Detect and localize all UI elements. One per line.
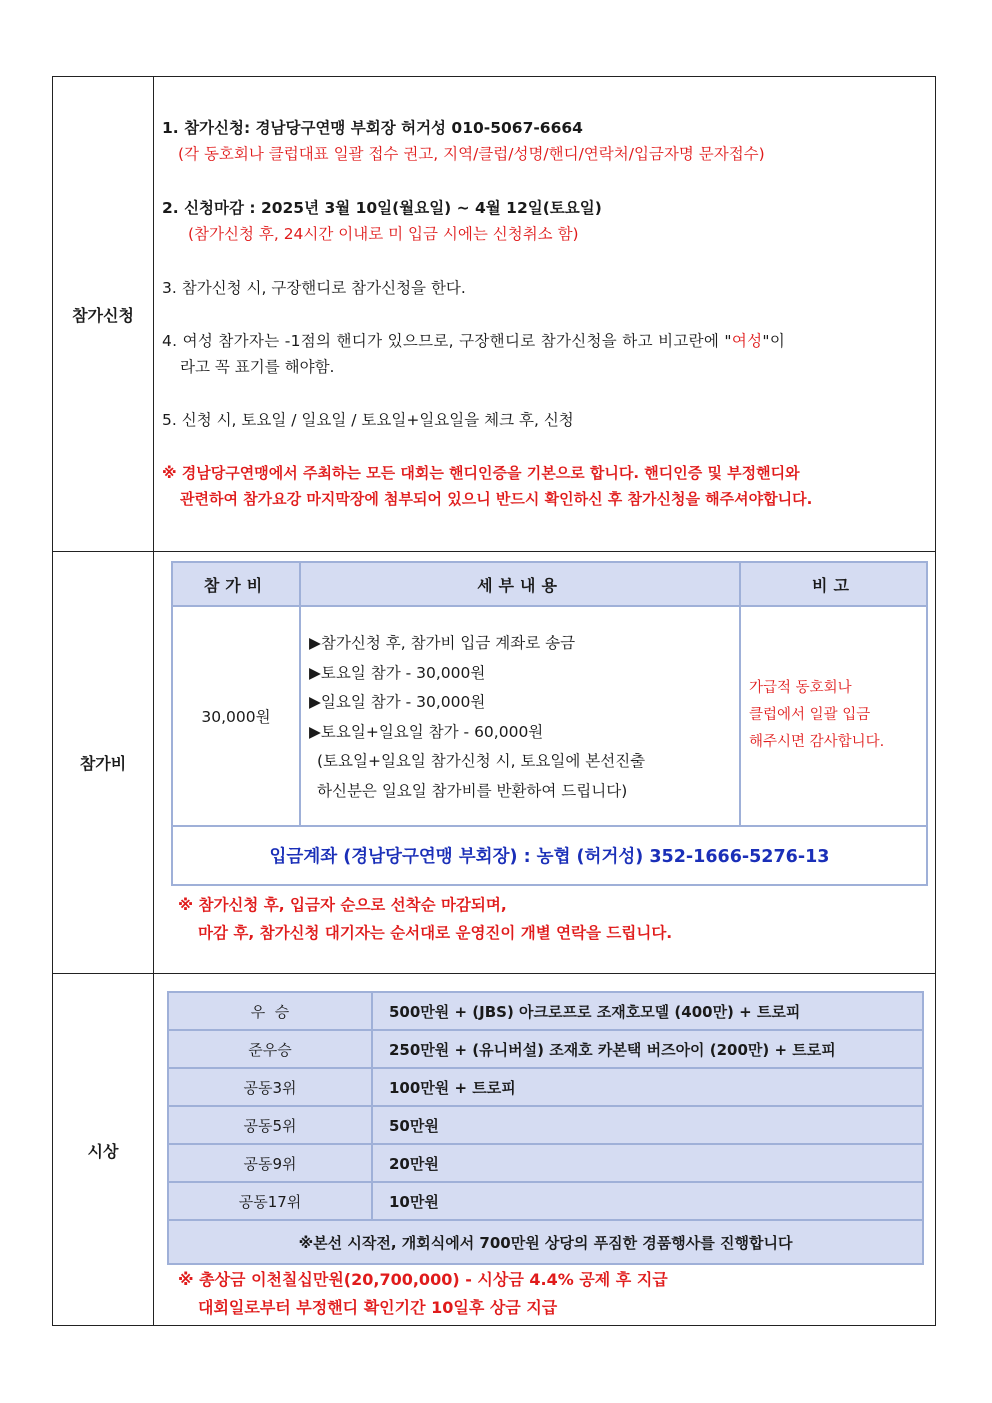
fee-header-details: 세부내용 bbox=[301, 563, 741, 607]
registration-label: 참가신청 bbox=[53, 77, 154, 551]
fee-detail-line: ▶참가신청 후, 참가비 입금 계좌로 송금 bbox=[309, 634, 576, 652]
fee-remark bbox=[741, 607, 926, 827]
registration-item-1-note: (각 동호회나 클럽대표 일괄 접수 권고, 지역/클럽/성명/핸디/연락처/입금자명 문자접수) bbox=[178, 145, 765, 163]
registration-item-3: 3. 참가신청 시, 구장핸디로 참가신청을 한다. bbox=[162, 279, 466, 297]
item-4-highlight: 여성 bbox=[731, 332, 763, 350]
award-row bbox=[169, 993, 922, 1031]
registration-notice-line-1: ※ 경남당구연맹에서 주최하는 모든 대회는 핸디인증을 기본으로 합니다. 핸디인증 및 부정핸디와 bbox=[162, 464, 800, 482]
awards-content bbox=[154, 974, 935, 1326]
award-row bbox=[169, 1069, 922, 1107]
fee-detail-line: 하신분은 일요일 참가비를 반환하여 드립니다) bbox=[317, 781, 628, 800]
registration-item-4-cont: 라고 꼭 표기를 해야함. bbox=[180, 358, 335, 376]
awards-label: 시상 bbox=[53, 974, 154, 1326]
award-prize: 100만원 + 트로피 bbox=[389, 1078, 516, 1097]
registration-notice-line-2: 관련하여 참가요강 마지막장에 첨부되어 있으니 반드시 확인하신 후 참가신청을 해주셔야합니다. bbox=[180, 490, 813, 508]
registration-item-4 bbox=[162, 328, 785, 354]
award-row bbox=[169, 1031, 922, 1069]
award-prize: 250만원 + (유니버설) 조재호 카본택 버즈아이 (200만) + 트로피 bbox=[389, 1040, 836, 1059]
fee-remark-line: 해주시면 감사합니다. bbox=[749, 734, 885, 750]
fee-content bbox=[154, 552, 935, 973]
fee-label: 참가비 bbox=[53, 552, 154, 973]
fee-header-amount: 참가비 bbox=[173, 563, 301, 607]
fee-header-remark: 비고 bbox=[741, 563, 926, 607]
awards-notice-line-2: 대회일로부터 부정핸디 확인기간 10일후 상금 지급 bbox=[198, 1298, 558, 1317]
fee-account: 입금계좌 (경남당구연맹 부회장) : 농협 (허거성) 352-1666-5276-13 bbox=[269, 847, 830, 867]
fee-detail-line: (토요일+일요일 참가신청 시, 토요일에 본선진출 bbox=[317, 752, 646, 770]
fee-remark-line: 가급적 동호회나 bbox=[749, 680, 852, 696]
awards-table bbox=[167, 991, 924, 1265]
fee-table bbox=[171, 561, 928, 886]
fee-amount: 30,000원 bbox=[173, 607, 301, 827]
awards-row bbox=[53, 974, 935, 1326]
fee-detail-line: ▶일요일 참가 - 30,000원 bbox=[309, 693, 486, 711]
award-rank: 우 승 bbox=[169, 993, 373, 1029]
fee-detail-line: ▶토요일+일요일 참가 - 60,000원 bbox=[309, 722, 544, 741]
registration-item-5: 5. 신청 시, 토요일 / 일요일 / 토요일+일요일을 체크 후, 신청 bbox=[162, 411, 574, 429]
award-rank: 공동9위 bbox=[169, 1145, 373, 1181]
item-4-text: 4. 여성 참가자는 -1점의 핸디가 있으므로, 구장핸디로 참가신청을 하고 비고란에 " bbox=[162, 332, 732, 350]
award-prize: 10만원 bbox=[389, 1192, 439, 1211]
award-rank: 공동5위 bbox=[169, 1107, 373, 1143]
awards-notice-line-1: ※ 총상금 이천칠십만원(20,700,000) - 시상금 4.4% 공제 후 지급 bbox=[178, 1270, 668, 1289]
registration-row bbox=[53, 77, 935, 552]
registration-item-2: 2. 신청마감 : 2025년 3월 10일(월요일) ~ 4월 12일(토요일) bbox=[162, 199, 602, 217]
fee-notice-line-1: ※ 참가신청 후, 입금자 순으로 선착순 마감되며, bbox=[178, 896, 507, 914]
registration-item-1: 1. 참가신청: 경남당구연맹 부회장 허거성 010-5067-6664 bbox=[162, 119, 583, 137]
item-4-text-end: "이 bbox=[762, 332, 786, 350]
award-row bbox=[169, 1107, 922, 1145]
registration-item-2-note: (참가신청 후, 24시간 이내로 미 입금 시에는 신청취소 함) bbox=[188, 225, 579, 243]
award-prize: 500만원 + (JBS) 아크로프로 조재호모델 (400만) + 트로피 bbox=[389, 1002, 801, 1021]
awards-event: ※본선 시작전, 개회식에서 700만원 상당의 푸짐한 경품행사를 진행합니다 bbox=[298, 1233, 793, 1252]
award-rank: 준우승 bbox=[169, 1031, 373, 1067]
award-rank: 공동17위 bbox=[169, 1183, 373, 1219]
registration-content bbox=[154, 77, 935, 551]
fee-notice-line-2: 마감 후, 참가신청 대기자는 순서대로 운영진이 개별 연락을 드립니다. bbox=[198, 924, 673, 942]
award-row bbox=[169, 1145, 922, 1183]
fee-remark-line: 클럽에서 일괄 입금 bbox=[749, 707, 871, 723]
fee-detail-line: ▶토요일 참가 - 30,000원 bbox=[309, 663, 486, 682]
award-rank: 공동3위 bbox=[169, 1069, 373, 1105]
award-prize: 50만원 bbox=[389, 1116, 439, 1135]
award-prize: 20만원 bbox=[389, 1154, 439, 1173]
info-table bbox=[52, 76, 936, 1326]
award-row bbox=[169, 1183, 922, 1221]
fee-row bbox=[53, 552, 935, 974]
fee-details bbox=[301, 607, 741, 827]
